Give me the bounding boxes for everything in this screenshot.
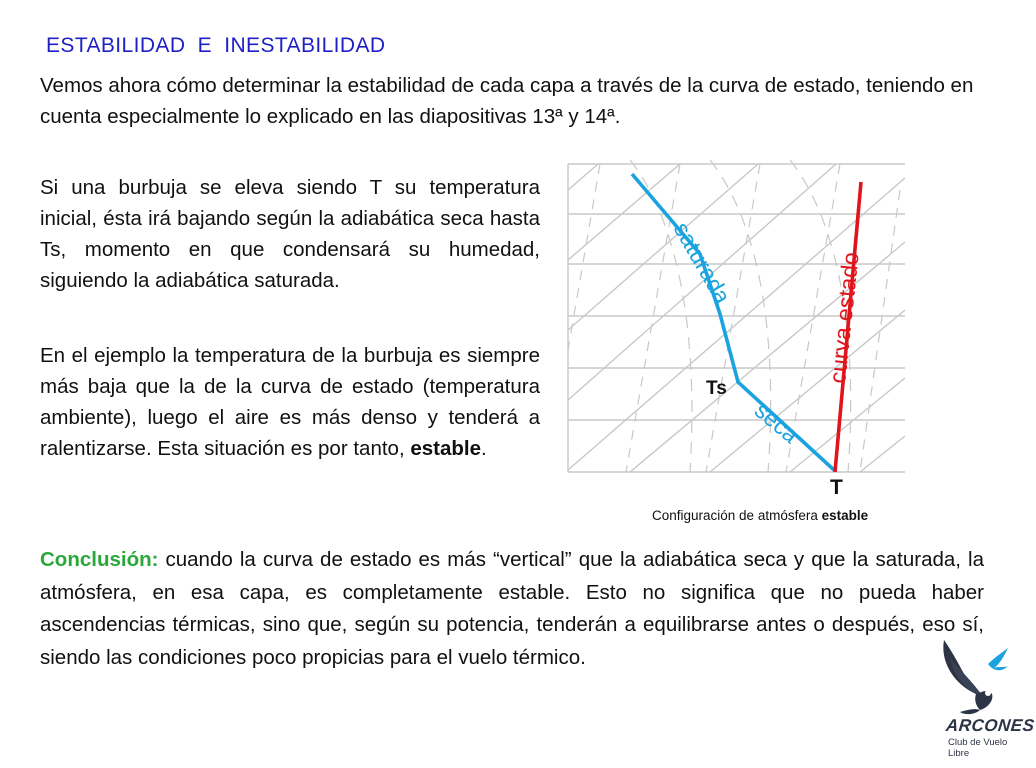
t-label: T xyxy=(830,476,843,499)
caption-emphasis: estable xyxy=(821,508,869,523)
intro-paragraph: Vemos ahora cómo determinar la estabilidad de cada capa a través de la curva de estado, teniendo en cuenta especialmente lo explicado en las diapositivas 13ª y 14ª. xyxy=(40,74,974,128)
conclusion-paragraph xyxy=(40,544,984,674)
estable-emphasis: estable xyxy=(410,437,481,460)
ejemplo-paragraph xyxy=(40,340,540,464)
diagram-caption xyxy=(652,508,868,523)
logo-subtitle: Club de Vuelo Libre xyxy=(948,737,1008,759)
burbuja-paragraph: Si una burbuja se eleva siendo T su temperatura inicial, ésta irá bajando según la adiabática seca hasta Ts, momento en que condensará su humedad, siguiendo la adiabática saturada. xyxy=(40,176,540,292)
page-title: ESTABILIDAD E INESTABILIDAD xyxy=(46,34,386,57)
conclusion-label: Conclusión: xyxy=(40,548,159,571)
stability-diagram xyxy=(560,150,910,499)
caption-text: Configuración de atmósfera xyxy=(652,508,822,523)
eagle-icon xyxy=(936,636,1016,716)
conclusion-text: cuando la curva de estado es más “vertical” que la adiabática seca y que la saturada, la atmósfera, en esa capa, es completamente estable. Esto no significa que no pueda haber ascendencias térmicas, sino que, según su potencia, tenderán a equilibrarse antes o después, eso sí, siendo las condiciones poco propicias para el vuelo térmico. xyxy=(40,548,984,669)
ts-label: Ts xyxy=(706,378,727,399)
saturada-label: saturada xyxy=(668,217,736,309)
seca-label: seca xyxy=(749,396,804,449)
ejemplo-text: En el ejemplo la temperatura de la burbuja es siempre más baja que la de la curva de estado (temperatura ambiente), luego el aire es más denso y tenderá a ralentizarse. Esta situación es por tanto, xyxy=(40,344,540,460)
logo-name: ARCONES xyxy=(945,716,1036,735)
ejemplo-end: . xyxy=(481,437,487,460)
curva-estado-label: curva estado xyxy=(824,250,864,385)
